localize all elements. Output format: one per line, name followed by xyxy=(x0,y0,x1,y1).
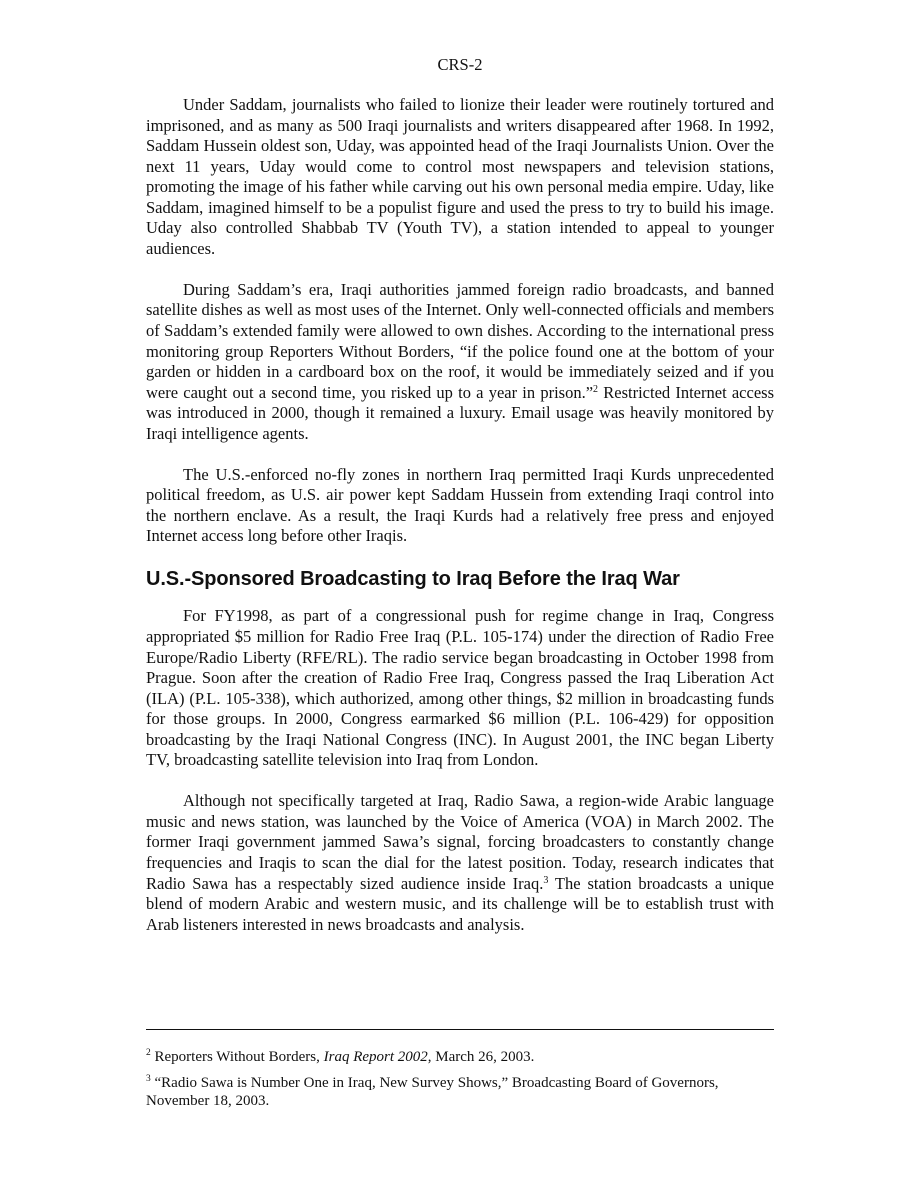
paragraph-text: Although not specifically targeted at Iraq, Radio Sawa, a region-wide Arabic language music and news station, was launched by the Voice of America (VOA) in March 2002. The former Iraqi government jammed Sawa’s signal, forcing broadcasters to constantly change frequencies and Iraqis to scan the dial for the latest position. Today, research indicates that Radio Sawa has a respectably sized audience inside Iraq. xyxy=(146,791,774,893)
paragraph-radio-free-iraq: For FY1998, as part of a congressional push for regime change in Iraq, Congress appropriated $5 million for Radio Free Iraq (P.L. 105-174) under the direction of Radio Free Europe/Radio Liberty (RFE/RL). The radio service began broadcasting in October 1998 from Prague. Soon after the creation of Radio Free Iraq, Congress passed the Iraq Liberation Act (ILA) (P.L. 105-338), which authorized, among other things, $2 million in broadcasting funds for those groups. In 2000, Congress earmarked $6 million (P.L. 106-429) for opposition broadcasting by the Iraqi National Congress (INC). In August 2001, the INC began Liberty TV, broadcasting satellite television into Iraq from London. xyxy=(146,606,774,770)
footnote-number: 3 xyxy=(146,1073,151,1084)
footnote-reference-2: 2 xyxy=(593,383,599,395)
section-heading: U.S.-Sponsored Broadcasting to Iraq Before the Iraq War xyxy=(146,568,680,591)
footnotes xyxy=(146,1048,774,1118)
body-text xyxy=(146,95,774,956)
footnote-3 xyxy=(146,1074,774,1111)
footnote-text: , March 26, 2003. xyxy=(427,1049,535,1065)
footnote-number: 2 xyxy=(146,1048,151,1058)
paragraph-text: The station broadcasts a unique blend of modern Arabic and western music, and its challenge will be to establish trust with Arab listeners interested in news broadcasts and analysis. xyxy=(146,873,774,934)
footnote-title: Iraq Report 2002 xyxy=(323,1049,428,1065)
paragraph-no-fly-zones: The U.S.-enforced no-fly zones in northern Iraq permitted Iraqi Kurds unprecedented political freedom, as U.S. air power kept Saddam Hussein from extending Iraqi control into the northern enclave. As a result, the Iraqi Kurds had a relatively free press and enjoyed Internet access long before other Iraqis. xyxy=(146,464,774,546)
footnote-2 xyxy=(146,1048,774,1067)
paragraph-text: Restricted Internet access was introduced in 2000, though it remained a luxury. Email usage was heavily monitored by Iraqi intelligence agents. xyxy=(146,382,774,443)
footnote-text: Reporters Without Borders, xyxy=(150,1049,324,1065)
page-number-header: CRS-2 xyxy=(437,55,483,74)
footnote-text: “Radio Sawa is Number One in Iraq, New Survey Shows,” Broadcasting Board of Governors, November 18, 2003. xyxy=(146,1074,719,1109)
footnote-reference-3: 3 xyxy=(543,874,549,886)
paragraph-text: During Saddam’s era, Iraqi authorities jammed foreign radio broadcasts, and banned satellite dishes as well as most uses of the Internet. Only well-connected officials and members of Saddam’s extended family were allowed to own dishes. According to the international press monitoring group Reporters Without Borders, “if the police found one at the bottom of your garden or hidden in a cardboard box on the roof, it would be immediately seized and if you were caught out a second time, you risked up to a year in prison.” xyxy=(146,279,774,402)
paragraph-saddam-journalists: Under Saddam, journalists who failed to lionize their leader were routinely tortured and imprisoned, and as many as 500 Iraqi journalists and writers disappeared after 1968. In 1992, Saddam Hussein oldest son, Uday, was appointed head of the Iraqi Journalists Union. Over the next 11 years, Uday would come to control most newspapers and television stations, promoting the image of his father while carving out his own personal media empire. Uday, like Saddam, imagined himself to be a populist figure and used the press to try to build his image. Uday also controlled Shabbab TV (Youth TV), a station intended to appeal to younger audiences. xyxy=(146,95,774,258)
paragraph-jamming-broadcasts xyxy=(146,280,774,444)
footnote-divider xyxy=(146,1029,774,1030)
paragraph-radio-sawa xyxy=(146,791,774,935)
